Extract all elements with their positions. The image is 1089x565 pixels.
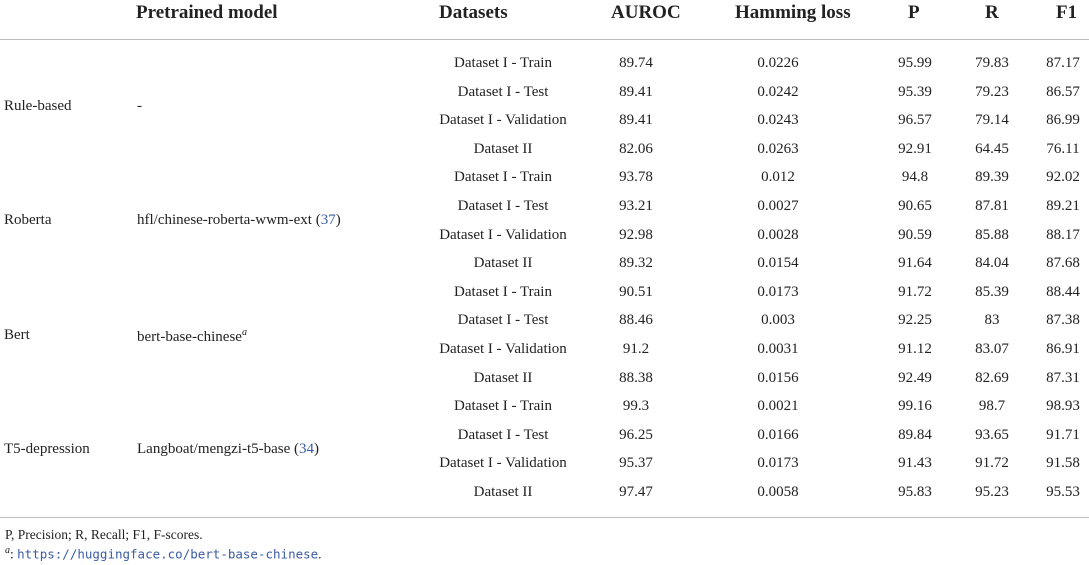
cell-dataset: Dataset I - Test <box>457 312 549 329</box>
cell-dataset: Dataset I - Validation <box>439 226 567 243</box>
pretrained-model-cell: Langboat/mengzi-t5-base (34) <box>137 441 320 458</box>
cell-p: 91.43 <box>898 455 932 472</box>
cell-hamming-loss: 0.0243 <box>757 112 799 129</box>
cell-dataset: Dataset II <box>473 484 533 500</box>
cell-hamming-loss: 0.0021 <box>757 398 799 415</box>
cell-hamming-loss: 0.0028 <box>757 226 799 243</box>
cell-auroc: 89.41 <box>619 83 653 100</box>
table-bottom-divider <box>0 517 1089 518</box>
footnote-marker: a <box>5 545 10 556</box>
cell-p: 99.16 <box>898 398 932 415</box>
reference-link[interactable]: 37 <box>320 212 336 229</box>
cell-auroc: 90.51 <box>619 283 653 300</box>
cell-p: 94.8 <box>901 169 929 186</box>
cell-r: 79.14 <box>975 112 1009 129</box>
cell-dataset: Dataset I - Test <box>457 198 549 214</box>
cell-auroc: 92.98 <box>619 226 653 243</box>
cell-auroc: 91.2 <box>622 341 650 357</box>
cell-hamming-loss: 0.0154 <box>757 255 799 272</box>
cell-r: 85.88 <box>975 226 1009 243</box>
header-auroc: AUROC <box>611 2 681 23</box>
cell-r: 83 <box>984 312 1000 329</box>
cell-p: 92.49 <box>898 369 932 386</box>
cell-auroc: 99.3 <box>622 398 650 415</box>
header-p: P <box>908 2 920 23</box>
cell-auroc: 89.32 <box>619 255 653 272</box>
pretrained-model-cell: hfl/chinese-roberta-wwm-ext (37) <box>137 212 341 229</box>
cell-f1: 87.17 <box>1046 55 1080 71</box>
cell-auroc: 88.46 <box>619 312 653 329</box>
footnote-link-line: $^a$: https://huggingface.co/bert-base-chinese. <box>5 545 322 562</box>
cell-f1: 89.21 <box>1046 198 1080 214</box>
cell-dataset: Dataset I - Train <box>454 398 552 415</box>
cell-f1: 98.93 <box>1046 398 1080 415</box>
cell-f1: 91.58 <box>1046 455 1080 472</box>
cell-f1: 76.11 <box>1046 140 1080 157</box>
cell-r: 87.81 <box>975 198 1009 214</box>
cell-f1: 91.71 <box>1046 426 1080 443</box>
header-pretrained-model: Pretrained model <box>136 2 278 23</box>
cell-hamming-loss: 0.012 <box>761 169 795 186</box>
cell-hamming-loss: 0.0031 <box>757 341 799 357</box>
footnote-abbreviations: P, Precision; R, Recall; F1, F-scores. <box>5 527 203 542</box>
cell-dataset: Dataset I - Train <box>454 55 552 71</box>
model-name: Bert <box>4 326 30 343</box>
cell-f1: 88.44 <box>1046 283 1080 300</box>
cell-f1: 87.31 <box>1046 369 1080 386</box>
cell-auroc: 89.74 <box>619 55 653 71</box>
header-r: R <box>985 2 999 23</box>
cell-f1: 86.57 <box>1046 83 1080 100</box>
header-hamming-loss: Hamming loss <box>735 2 851 23</box>
cell-dataset: Dataset I - Train <box>454 169 552 186</box>
cell-p: 89.84 <box>898 426 932 443</box>
cell-dataset: Dataset I - Test <box>457 83 549 100</box>
header-datasets: Datasets <box>439 2 508 23</box>
cell-r: 85.39 <box>975 283 1009 300</box>
cell-f1: 87.38 <box>1046 312 1080 329</box>
cell-r: 82.69 <box>975 369 1009 386</box>
cell-hamming-loss: 0.0173 <box>757 455 799 472</box>
cell-hamming-loss: 0.0242 <box>757 83 799 100</box>
cell-r: 91.72 <box>975 455 1009 472</box>
cell-hamming-loss: 0.0173 <box>757 283 799 300</box>
cell-p: 96.57 <box>898 112 932 129</box>
cell-p: 91.12 <box>898 341 932 357</box>
cell-f1: 86.99 <box>1046 112 1080 129</box>
cell-r: 83.07 <box>975 341 1009 357</box>
cell-r: 64.45 <box>975 140 1009 157</box>
cell-p: 92.91 <box>898 140 932 157</box>
cell-dataset: Dataset II <box>473 140 533 157</box>
cell-dataset: Dataset I - Train <box>454 283 552 300</box>
cell-f1: 95.53 <box>1046 484 1080 500</box>
cell-dataset: Dataset II <box>473 255 533 272</box>
cell-p: 90.59 <box>898 226 932 243</box>
model-name: T5-depression <box>4 441 90 458</box>
cell-p: 91.64 <box>898 255 932 272</box>
cell-f1: 86.91 <box>1046 341 1080 357</box>
cell-f1: 88.17 <box>1046 226 1080 243</box>
footnote-link-end: . <box>318 546 322 562</box>
cell-p: 90.65 <box>898 198 932 214</box>
cell-r: 98.7 <box>978 398 1006 415</box>
cell-p: 91.72 <box>898 283 932 300</box>
footnote-superscript: a <box>241 326 247 338</box>
header-divider <box>0 39 1089 40</box>
cell-r: 84.04 <box>975 255 1009 272</box>
cell-r: 79.83 <box>975 55 1009 71</box>
header-f1: F1 <box>1056 2 1078 23</box>
cell-hamming-loss: 0.0226 <box>757 55 799 71</box>
cell-auroc: 97.47 <box>619 484 653 500</box>
cell-auroc: 89.41 <box>619 112 653 129</box>
pretrained-model-cell <box>137 98 142 115</box>
cell-hamming-loss: 0.003 <box>761 312 795 329</box>
pretrained-model-name: - <box>137 97 142 114</box>
cell-auroc: 95.37 <box>619 455 653 472</box>
cell-dataset: Dataset I - Validation <box>439 341 567 357</box>
pretrained-model-name: Langboat/mengzi-t5-base <box>137 441 291 458</box>
footnote-link[interactable]: https://huggingface.co/bert-base-chinese <box>17 546 319 562</box>
pretrained-model-name: hfl/chinese-roberta-wwm-ext <box>137 212 312 229</box>
cell-dataset: Dataset I - Test <box>457 426 549 443</box>
cell-auroc: 93.78 <box>619 169 653 186</box>
cell-r: 93.65 <box>975 426 1009 443</box>
cell-dataset: Dataset I - Validation <box>439 455 567 472</box>
cell-r: 95.23 <box>975 484 1009 500</box>
reference-link[interactable]: 34 <box>299 441 315 458</box>
cell-p: 92.25 <box>898 312 932 329</box>
cell-f1: 87.68 <box>1046 255 1080 272</box>
table-header <box>0 0 1089 39</box>
cell-hamming-loss: 0.0156 <box>757 369 799 386</box>
cell-dataset: Dataset I - Validation <box>439 112 567 129</box>
cell-auroc: 96.25 <box>619 426 653 443</box>
model-name: Roberta <box>4 212 52 229</box>
cell-p: 95.39 <box>898 83 932 100</box>
model-name: Rule-based <box>4 97 72 114</box>
pretrained-model-name: bert-base-chinese <box>137 328 242 345</box>
cell-r: 79.23 <box>975 83 1009 100</box>
cell-auroc: 93.21 <box>619 198 653 214</box>
cell-dataset: Dataset II <box>473 369 533 386</box>
pretrained-model-cell <box>137 327 247 346</box>
cell-f1: 92.02 <box>1046 169 1080 186</box>
cell-p: 95.99 <box>898 55 932 71</box>
cell-hamming-loss: 0.0027 <box>757 198 799 214</box>
cell-hamming-loss: 0.0166 <box>757 426 799 443</box>
cell-r: 89.39 <box>975 169 1009 186</box>
cell-p: 95.83 <box>898 484 932 500</box>
cell-hamming-loss: 0.0058 <box>757 484 799 500</box>
cell-auroc: 82.06 <box>619 140 653 157</box>
cell-hamming-loss: 0.0263 <box>757 140 799 157</box>
cell-auroc: 88.38 <box>619 369 653 386</box>
